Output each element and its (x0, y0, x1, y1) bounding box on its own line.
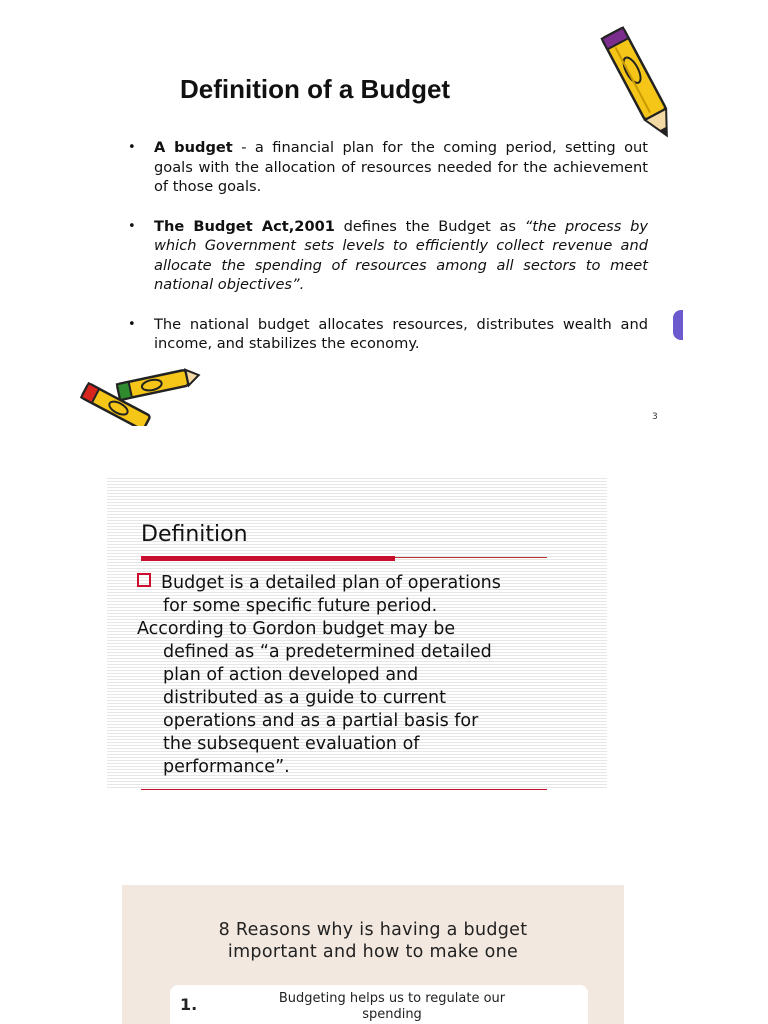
bullet-dot: • (128, 218, 136, 234)
bottom-rule (141, 789, 547, 790)
slide-title: Definition (141, 522, 248, 547)
reason-text: Budgeting helps us to regulate our spending (278, 991, 506, 1022)
text-line: According to Gordon budget may be (137, 619, 456, 639)
text-line: for some specific future period. (163, 596, 438, 616)
slide-definition (107, 476, 607, 790)
bullet-lead: A budget (154, 139, 233, 156)
title-underline (395, 557, 547, 558)
square-bullet-icon (137, 573, 151, 587)
bullet-text: defines the Budget as (334, 217, 525, 235)
text-line: the subsequent evaluation of (163, 734, 420, 754)
bullet-quote: “the process by which Government sets levels to efficiently collect revenue and allocate the spending of resources among all sectors to meet national objectives”. (154, 217, 648, 293)
text-line: distributed as a guide to current (163, 688, 446, 708)
bullet-text: - a financial plan for the coming period, setting out goals with the allocation of resources needed for the achievement of those goals. (154, 139, 648, 195)
text-line: plan of action developed and (163, 665, 419, 685)
pencil-icon (74, 368, 204, 426)
slide-budget-reasons (122, 885, 624, 1024)
text-line: defined as “a predetermined detailed (163, 642, 492, 662)
reason-card (170, 985, 588, 1024)
text-line: performance”. (163, 757, 290, 777)
bullet-dot: • (128, 316, 136, 332)
bullet-lead: The Budget Act,2001 (154, 217, 335, 235)
bullet-dot: • (128, 140, 136, 155)
title-underline-accent (141, 556, 395, 561)
bullet-item (128, 217, 648, 295)
text-line: operations and as a partial basis for (163, 711, 479, 731)
slide-title: Definition of a Budget (180, 74, 451, 104)
page-number: 3 (652, 412, 658, 422)
definition-body (137, 572, 587, 779)
bullet-item (128, 138, 648, 197)
decorative-edge-mark (673, 310, 683, 340)
pencil-icon (600, 18, 680, 148)
slide-definition-of-budget (0, 0, 768, 425)
bullet-list (128, 138, 648, 374)
bullet-item (128, 315, 648, 354)
reason-number: 1. (180, 995, 198, 1014)
bullet-text: The national budget allocates resources, distributes wealth and income, and stabilizes the economy. (154, 315, 648, 352)
text-line: Budget is a detailed plan of operations (137, 572, 587, 595)
slide-title: 8 Reasons why is having a budget important and how to make one (218, 920, 528, 962)
